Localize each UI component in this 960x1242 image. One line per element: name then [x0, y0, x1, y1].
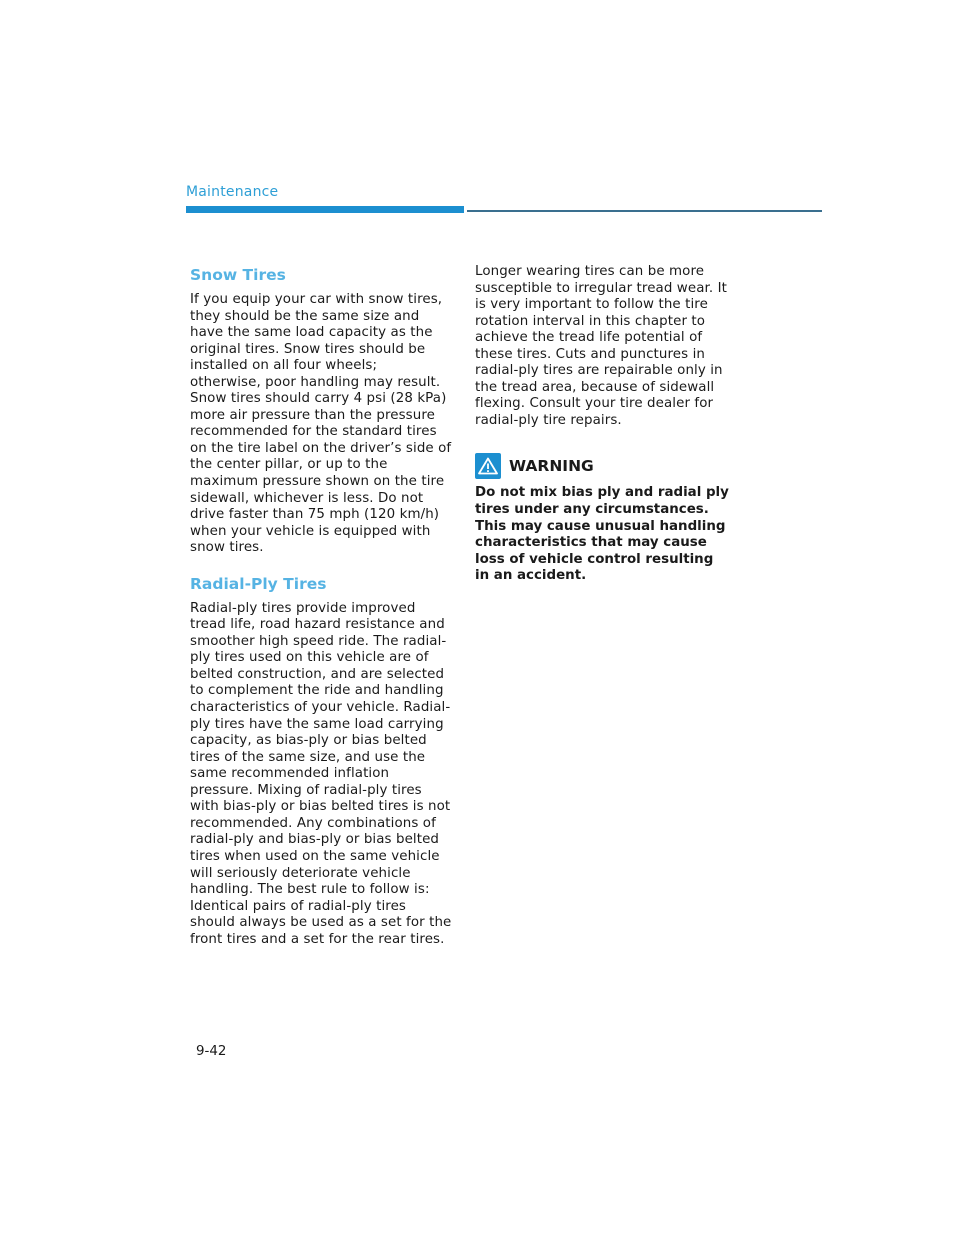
tire-wear-text: Longer wearing tires can be more susceptible to irregular tread wear. It is very important to follow the tire rotation interval in this chapter to achieve the tread life potential of these tires. Cuts and punctures in radial-ply tires are repairable only in the tread area, because of sidewall flexing. Consult your tire dealer for radial-ply tire repairs. [475, 264, 727, 428]
warning-triangle-icon [475, 453, 501, 479]
snow-tires-text: If you equip your car with snow tires, they should be the same size and have the same load capacity as the original tires. Snow tires should be installed on all four wheels; otherwise, poor handling may result. Snow tires should carry 4 psi (28 kPa) more air pressure than the pressure recommended for the standard tires on the tire label on the driver’s side of the center pillar, or up to the maximum pressure shown on the tire sidewall, whichever is less. Do not drive faster than 75 mph (120 km/h) when your vehicle is equipped with snow tires. [190, 292, 452, 556]
page-number: 9-42 [196, 1044, 227, 1059]
header-rule [467, 210, 822, 212]
left-column [190, 262, 452, 948]
warning-text: Do not mix bias ply and radial ply tires under any circumstances. This may cause unusual handling characteristics that may cause loss of vehicle control resulting in an accident. [475, 485, 729, 584]
snow-tires-heading: Snow Tires [190, 266, 286, 284]
header-accent-bar [186, 206, 464, 213]
radial-ply-tires-heading: Radial-Ply Tires [190, 574, 327, 593]
section-header: Maintenance [186, 184, 279, 200]
right-column [475, 262, 730, 585]
radial-ply-tires-text: Radial-ply tires provide improved tread life, road hazard resistance and smoother high speed ride. The radial-ply tires used on this vehicle are of belted construction, and are selected to complement the ride and handling characteristics of your vehicle. Radial-ply tires have the same load carrying capacity, as bias-ply or bias belted tires of the same size, and use the same recommended inflation pressure. Mixing of radial-ply tires with bias-ply or bias belted tires is not recommended. Any combinations of radial-ply and bias-ply or bias belted tires when used on the same vehicle will seriously deteriorate vehicle handling. The best rule to follow is: Identical pairs of radial-ply tires should always be used as a set for the front tires and a set for the rear tires. [190, 600, 452, 947]
warning-header [475, 453, 730, 479]
warning-title: WARNING [509, 457, 594, 476]
